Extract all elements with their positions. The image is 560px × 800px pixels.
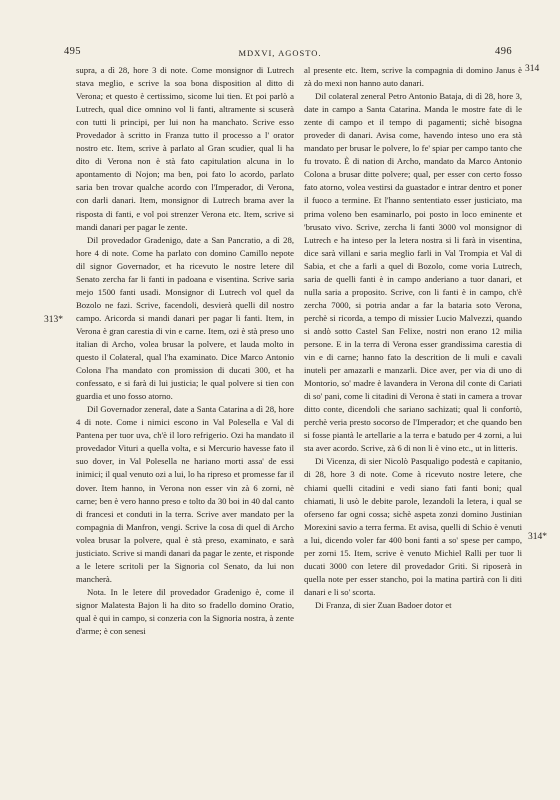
paragraph: Dil provedador Gradenigo, date a San Pancratio, a dì 28, hore 4 di note. Come ha parlato con domino Camillo nepote dil signor Governador, et ha ricevuto le nostre letere dil Senato zercha far li fanti in padoana e visentina. Scrive saria mejo 1500 fanti usadi. Monsignor di Lutrech vol quel da Bozolo ne fazi. Scrive, facendoli, desvierà quelli dil nostro campo. Aricorda si mandi danari per pagar li fanti. Item, in Verona è gran carestia di vin e carne. Item, ozi è stà preso uno italian di Archo, volea brusar la polvere, et lauda molto in questo il Colateral, qual l'ha examinato. Dice Marco Antonio Colona l'ha mandato con promission di ducati 300, et ha confessato, e si farà di lui justicia; le qual polvere si tien con guardia et uno fosso atorno. [76,234,294,402]
running-header: MDXVI, AGOSTO. [238,48,322,58]
right-page-number: 496 [495,46,512,57]
margin-number-right-top: 314 [525,64,540,74]
paragraph: Di Vicenza, di sier Nicolò Pasqualigo podestà e capitanio, di 28, hore 3 di note. Come à ricevuto nostre letere, che chiami quelli citadini e vedi siano fati fanti boni; qual chiamati, li usò le debite parole, lezandoli la letera, i qual se oferseno far ogni cossa; sichè aspeta zonzi domino Justinian Morexini savio a terra ferma. Et avisa, quelli di Schio è venuti a lui, dicendo voler far 400 boni fanti a so' spese per campo, per zorni 15. Item, scrive è venuto Michiel Ralli per tuor li ducati 3000 con letere dil provedador Griti. Si riposerà in quella note per esser stancho, poi la matina partirà con li diti danari e li so' scorta. [304,456,522,597]
paragraph: Dil Governador zeneral, date a Santa Catarina a dì 28, hore 4 di note. Come i nimici escono in Val Polesella e Val di Pantena per tuor uva, ch'è il loro refrigerio. Ozi ha mandato il provedador Vituri a quella volta, e si Mercurio havesse fato il suo dover, in Val Polesella ne hariano morti assa' de essi inimici; il qual venuto ozi a lui, lo ha ripreso et promesse far il dover. Item hanno, in Verona non esser vin zà 6 zorni, nè carne; ben è vero hanno preso e tolto da 30 boi in 40 dal canto di francesi et conduti in la terra. Scrive aver mandato per la compagnia di Manfron, vengi. Scrive la cosa di quel di Archo volea brusar la polvere, qual è stà preso, examinato, e sarà justiciato. Scrive si mandi danari da pagar le zente, et risponde a le letere scritoli per la Signoria col Senato, da lui non mancherà. [76,404,294,584]
paragraph: al presente etc. Item, scrive la compagnia di domino Janus è zà do mexi non hanno auto danari. [304,65,522,89]
paragraph: Dil colateral zeneral Petro Antonio Bataja, di dì 28, hore 3, date in campo a Santa Catarina. Manda le mostre fate di le zente di campo et il tempo di pagamenti; sichè bisogna proveder di danari. Avisa come, havendo inteso uno era stà mandato per brusar le polvere, lo fe' spiar per campo tanto che fu trovato. È di nation di Archo, mandato da Marco Antonio Colona a brusar ditte polvere; qual, per esser con certo fosso fato atorno, volea vestirsi da guastador e intrar dentro et poner il fuoco a termine. Et l'hanno sententiato esser justiciato, ma prima voleno ben esaminarlo, poi posto in loco eminente et 'brusato vivo. Scrive, zercha li fanti 3000 vol monsignor di Lutrech e ha inteso per la letera nostra si li farà in visentina, dice sarà villani e saria meglio farli in Val Trompia et Val di Sabia, et che a farli a quel di Bozolo, come voria Lutrech, saria de quelli fanti è in campo anderiano a tuor danari, et nulla saria a proposito. Scrive, con li fanti è in campo, ch'è zercha 7000, si potria andar a far la bataria soto Verona, perchè si ricorda, a tempo di missier Lucio Malvezzi, quando si andò sotto Castel San Felixe, nostri non erano 12 milia persone. E in la terra di Verona esser grandissima carestia di vin e di carne; hanno fato la descrition de li muli e cavali inuteli per amazarli e manzarli. Dice aver, per via di uno di Montorio, so' madre è lavandera in Verona dil conte di Cariati di so' pani, come li citadini di Verona è stati in camera a trovar ditto conte, dicendoli che sariano sachizati; qual li confortò, perchè veria presto socorso de l'Imperador; et che quando ben si fosse piantà le artellarie a la terra e batudo per 4 zorni, a lui sta aver acordo. Scrive, zà 6 di non li è vino etc., ut in litteris. [304,91,522,454]
margin-number-left: 313* [44,315,63,325]
paragraph: Di Franza, di sier Zuan Badoer dotor et [315,599,452,610]
paragraph: supra, a dì 28, hore 3 di note. Come monsignor di Lutrech stava meglio, e scrive la soa bona disposition al ditto di Verona; et questo è certissimo, sicome lui tien. Et poi parlò a Lutrech, qual dice omnino vol li fanti, altramente si scuserà con tutti li principi, per lui non ha manchato. Scrive esso Provedador à scritto in Franza tutto il processo a l' orator nostro etc. Item, scrive à parlato al Gran scudier, qual li ha dito di Verona non è stà fato capitulation alcuna in lo apontamento di Nojon; ma ben, poi fato lo acordo, parlato saria ben trovar qualche acordo con l'Imperador, di Verona, con darli danari. Item, monsignor di Lutrech brama aver la risposta di fanti, e vol poi strenzer Verona etc. Item, scrive si mandi danari per pagar le zente. [76,65,294,232]
margin-number-right-middle: 314* [528,532,547,542]
left-column [76,64,294,638]
right-column [304,64,522,612]
left-page-number: 495 [64,46,81,57]
paragraph: Nota. In le letere dil provedador Gradenigo è, come il signor Malatesta Bajon li ha dito so fradello domino Oratio, qual è qui in campo, si conzeria con la Signoria nostra, à zente d'arme; è con senesi [76,586,294,637]
